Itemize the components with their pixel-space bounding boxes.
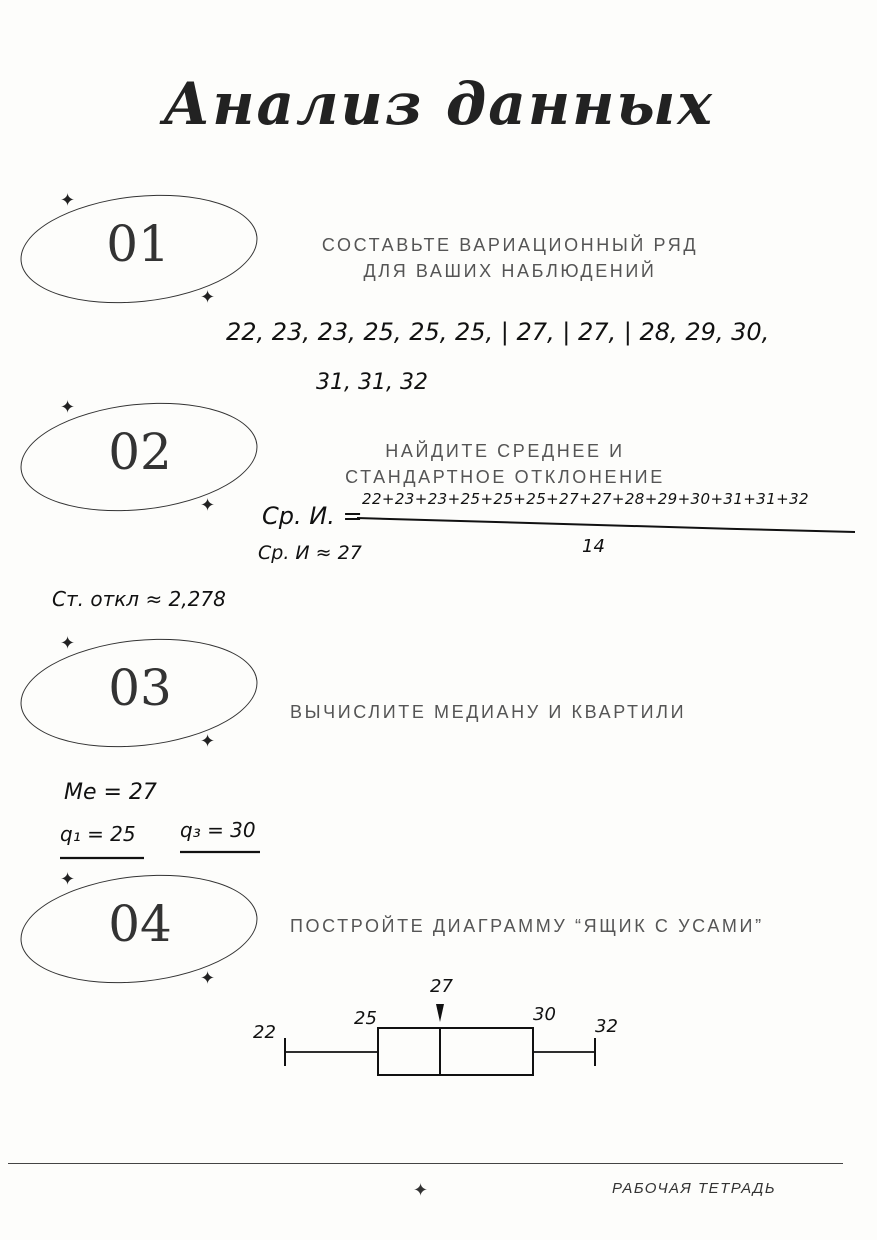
median-arrow-icon xyxy=(436,1004,444,1022)
footer-star-icon: ✦ xyxy=(413,1180,429,1201)
task-01-line1: СОСТАВЬТЕ ВАРИАЦИОННЫЙ РЯД xyxy=(321,235,699,255)
star-icon: ✦ xyxy=(200,495,216,516)
task-01-number: 01 xyxy=(106,215,170,273)
mean-label: Ср. И. = xyxy=(262,502,363,530)
task-02-line1: НАЙДИТЕ СРЕДНЕЕ И xyxy=(385,441,625,461)
footer-divider xyxy=(8,1163,843,1164)
boxplot-label-q3: 30 xyxy=(533,1004,556,1025)
fraction-line xyxy=(355,512,857,536)
boxplot-box xyxy=(378,1028,533,1075)
boxplot-label-min: 22 xyxy=(253,1022,276,1043)
task-01-text xyxy=(280,232,740,284)
quartile-underlines xyxy=(56,848,266,862)
footer-label: РАБОЧАЯ ТЕТРАДЬ xyxy=(612,1180,777,1197)
task-04-text: ПОСТРОЙТЕ ДИАГРАММУ “ЯЩИК С УСАМИ” xyxy=(290,916,764,936)
star-icon: ✦ xyxy=(60,869,76,890)
page-title: Анализ данных xyxy=(162,70,714,138)
series-line1: 22, 23, 23, 25, 25, 25, | 27, | 27, | 28, 29, 30, xyxy=(226,318,770,346)
task-01-line2: ДЛЯ ВАШИХ НАБЛЮДЕНИЙ xyxy=(363,261,657,281)
series-line2: 31, 31, 32 xyxy=(316,370,428,395)
task-02-text xyxy=(290,438,720,490)
task-04-number: 04 xyxy=(108,895,172,953)
boxplot-label-q1: 25 xyxy=(354,1008,377,1029)
star-icon: ✦ xyxy=(60,190,76,211)
mean-denominator: 14 xyxy=(582,536,605,557)
q3-answer: q₃ = 30 xyxy=(180,818,256,842)
boxplot-label-max: 32 xyxy=(595,1016,618,1037)
task-03-text: ВЫЧИСЛИТЕ МЕДИАНУ И КВАРТИЛИ xyxy=(290,702,687,722)
star-icon: ✦ xyxy=(60,397,76,418)
star-icon: ✦ xyxy=(200,287,216,308)
star-icon: ✦ xyxy=(200,968,216,989)
task-02-line2: СТАНДАРТНОЕ ОТКЛОНЕНИЕ xyxy=(345,467,665,487)
median-answer: Me = 27 xyxy=(64,780,157,805)
mean-numerator: 22+23+23+25+25+25+27+27+28+29+30+31+31+32 xyxy=(362,490,810,508)
std-result: Ст. откл ≈ 2,278 xyxy=(52,587,226,611)
star-icon: ✦ xyxy=(60,633,76,654)
star-icon: ✦ xyxy=(200,731,216,752)
boxplot-label-median: 27 xyxy=(430,976,453,997)
boxplot xyxy=(240,970,640,1090)
task-03-number: 03 xyxy=(108,659,172,717)
q1-answer: q₁ = 25 xyxy=(60,822,136,846)
mean-result: Ср. И ≈ 27 xyxy=(258,542,362,564)
task-02-number: 02 xyxy=(108,423,172,481)
